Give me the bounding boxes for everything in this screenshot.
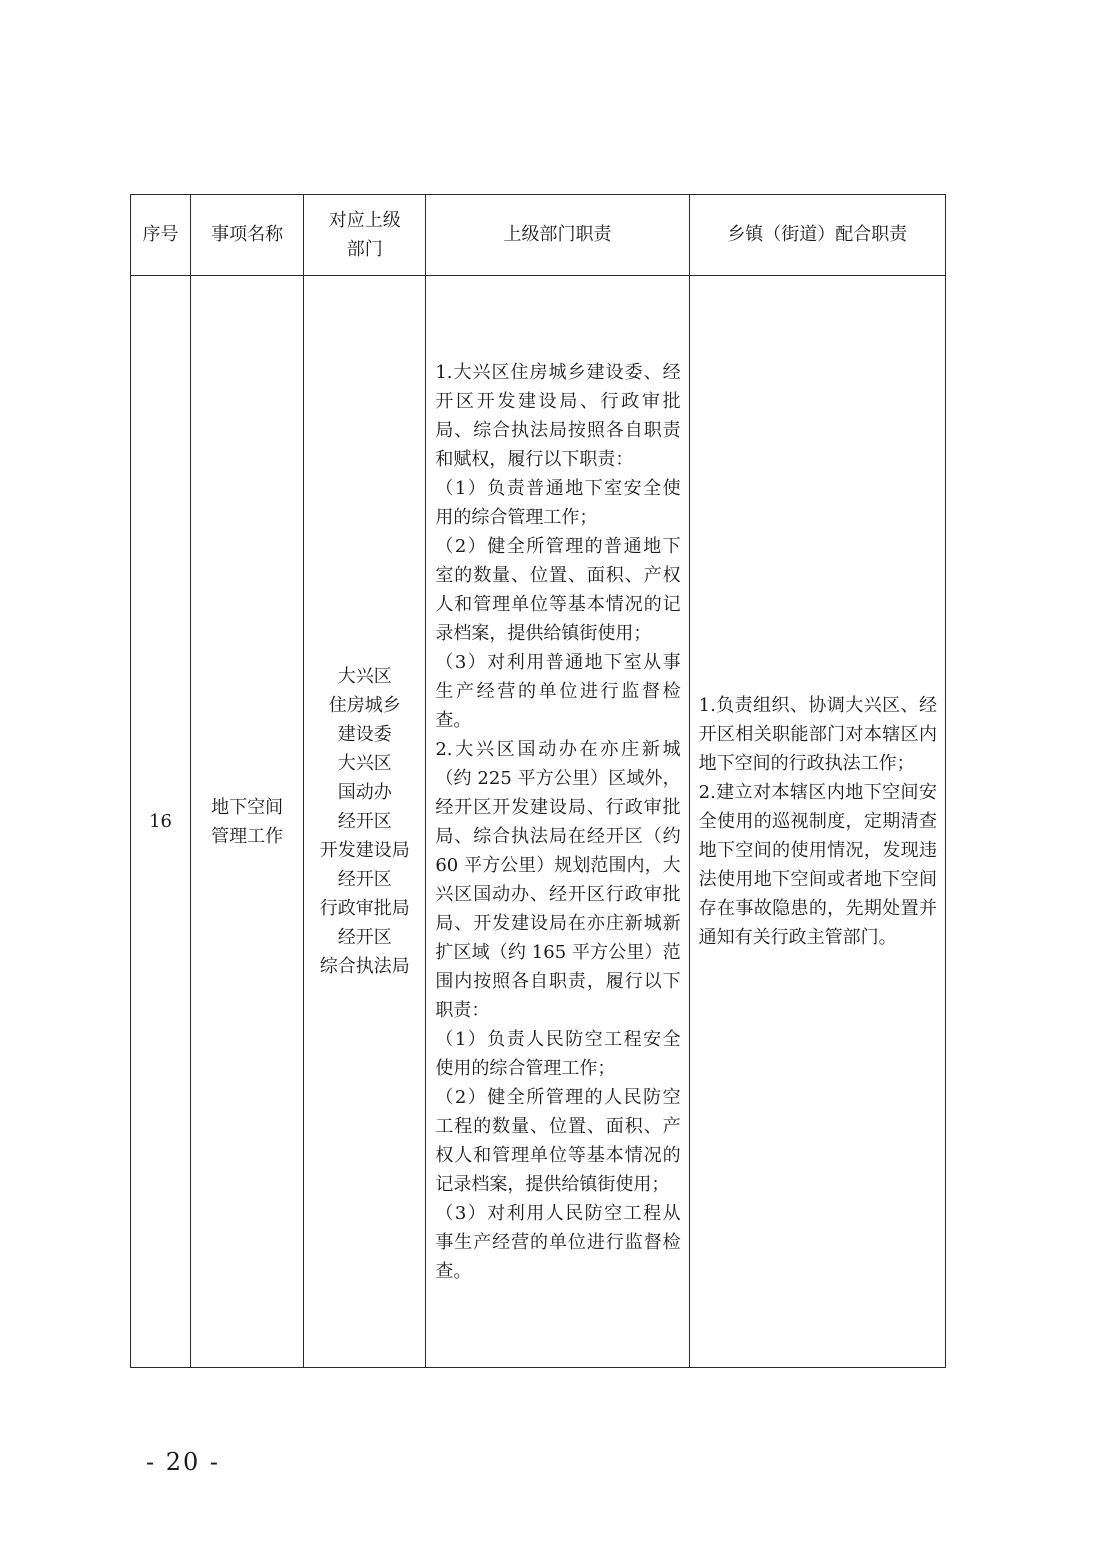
duty-table bbox=[130, 194, 946, 1368]
cell-upper-duty bbox=[426, 276, 689, 1368]
table-row bbox=[131, 276, 946, 1368]
header-town-duty: 乡镇（街道）配合职责 bbox=[689, 195, 945, 276]
header-seq: 序号 bbox=[131, 195, 191, 276]
duty-paragraph: （3）对利用人民防空工程从事生产经营的单位进行监督检查。 bbox=[435, 1202, 681, 1282]
duty-paragraph: 2.大兴区国动办在亦庄新城（约 225 平方公里）区域外，经开区开发建设局、行政审批局、综合执法局在经开区（约 60 平方公里）规划范围内，大兴区国动办、经开区行政审批局、开发建设局在亦庄新城新扩区域（约 165 平方公里）范围内按照各自职责，履行以下职责： bbox=[435, 738, 681, 1021]
dept-line: 行政审批局 bbox=[319, 898, 410, 919]
cell-item-name bbox=[191, 276, 304, 1368]
dept-line: 大兴区 bbox=[337, 753, 392, 774]
dept-line: 住房城乡 bbox=[328, 695, 401, 716]
dept-line: 开发建设局 bbox=[319, 840, 410, 861]
header-upper-dept bbox=[304, 195, 426, 276]
duty-paragraph: （3）对利用普通地下室从事生产经营的单位进行监督检查。 bbox=[435, 651, 681, 731]
duty-paragraph: （1）负责人民防空工程安全使用的综合管理工作； bbox=[435, 1028, 681, 1079]
table-header-row bbox=[131, 195, 946, 276]
duty-paragraph: （2）健全所管理的人民防空工程的数量、位置、面积、产权人和管理单位等基本情况的记录档案，提供给镇街使用； bbox=[435, 1086, 681, 1195]
item-name-line: 地下空间 bbox=[211, 796, 284, 818]
dept-line: 经开区 bbox=[337, 869, 392, 890]
cell-seq: 16 bbox=[131, 276, 191, 1368]
coop-paragraph: 1.负责组织、协调大兴区、经开区相关职能部门对本辖区内地下空间的行政执法工作； bbox=[698, 695, 937, 774]
dept-line: 经开区 bbox=[337, 811, 392, 832]
item-name-line: 管理工作 bbox=[211, 825, 284, 847]
header-item-name: 事项名称 bbox=[191, 195, 304, 276]
dept-line: 大兴区 bbox=[337, 666, 392, 687]
coop-paragraph: 2.建立对本辖区内地下空间安全使用的巡视制度，定期清查地下空间的使用情况，发现违法使用地下空间或者地下空间存在事故隐患的，先期处置并通知有关行政主管部门。 bbox=[698, 782, 937, 948]
duty-paragraph: 1.大兴区住房城乡建设委、经开区开发建设局、行政审批局、综合执法局按照各自职责和赋权，履行以下职责： bbox=[435, 361, 681, 470]
header-upper-duty: 上级部门职责 bbox=[426, 195, 689, 276]
cell-upper-dept bbox=[304, 276, 426, 1368]
cell-town-duty bbox=[689, 276, 945, 1368]
header-upper-dept-line2: 部门 bbox=[346, 239, 383, 260]
header-upper-dept-line1: 对应上级 bbox=[328, 210, 401, 231]
dept-line: 经开区 bbox=[337, 927, 392, 948]
duty-paragraph: （2）健全所管理的普通地下室的数量、位置、面积、产权人和管理单位等基本情况的记录档案，提供给镇街使用； bbox=[435, 535, 681, 644]
dept-line: 建设委 bbox=[337, 724, 392, 745]
dept-line: 国动办 bbox=[337, 782, 392, 803]
duty-paragraph: （1）负责普通地下室安全使用的综合管理工作； bbox=[435, 477, 681, 528]
page-number: - 20 - bbox=[146, 1448, 221, 1476]
dept-line: 综合执法局 bbox=[319, 956, 410, 977]
